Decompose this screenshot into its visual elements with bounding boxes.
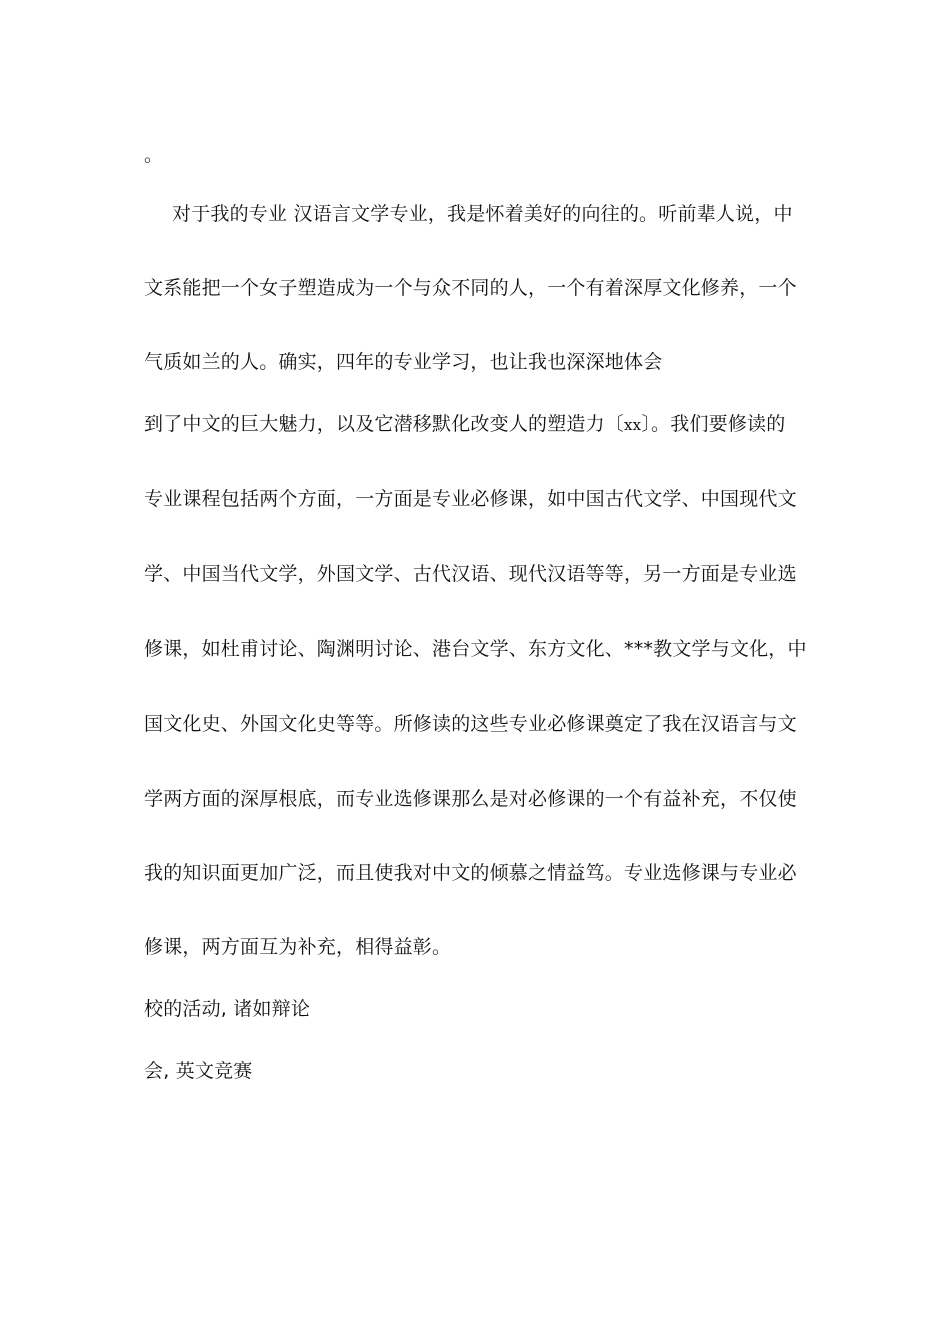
paragraph-line-3: 气质如兰的人。确实，四年的专业学习，也让我也深深地体会 xyxy=(144,351,663,373)
placeholder-xx: xx xyxy=(624,416,642,434)
text-line-1: 。 xyxy=(144,144,164,166)
paragraph-line-4-tail: 〕。我们要修读的 xyxy=(641,413,786,435)
fragment-line-1: 校的活动, 诸如辩论 xyxy=(144,998,311,1020)
fragment-line-2: 会, 英文竞赛 xyxy=(144,1060,253,1082)
paragraph-line-6: 学、中国当代文学，外国文学、古代汉语、现代汉语等等，另一方面是专业选 xyxy=(144,563,797,585)
paragraph-line-10: 我的知识面更加广泛，而且使我对中文的倾慕之情益笃。专业选修课与专业必 xyxy=(144,862,797,884)
paragraph-line-11: 修课，两方面互为补充，相得益彰。 xyxy=(144,936,452,958)
paragraph-line-2: 文系能把一个女子塑造成为一个与众不同的人，一个有着深厚文化修养，一个 xyxy=(144,277,797,299)
paragraph-line-9: 学两方面的深厚根底，而专业选修课那么是对必修课的一个有益补充，不仅使 xyxy=(144,788,797,810)
paragraph-line-7: 修课，如杜甫讨论、陶渊明讨论、港台文学、东方文化、***教文学与文化，中 xyxy=(144,638,807,660)
paragraph-line-4 xyxy=(144,411,785,438)
paragraph-line-5: 专业课程包括两个方面，一方面是专业必修课，如中国古代文学、中国现代文 xyxy=(144,488,797,510)
paragraph-line-8: 国文化史、外国文化史等等。所修读的这些专业必修课奠定了我在汉语言与文 xyxy=(144,713,797,735)
paragraph-line-1: 对于我的专业 汉语言文学专业，我是怀着美好的向往的。听前辈人说，中 xyxy=(172,203,793,225)
paragraph-line-4-text: 到了中文的巨大魅力，以及它潜移默化改变人的塑造力〔 xyxy=(144,413,625,435)
